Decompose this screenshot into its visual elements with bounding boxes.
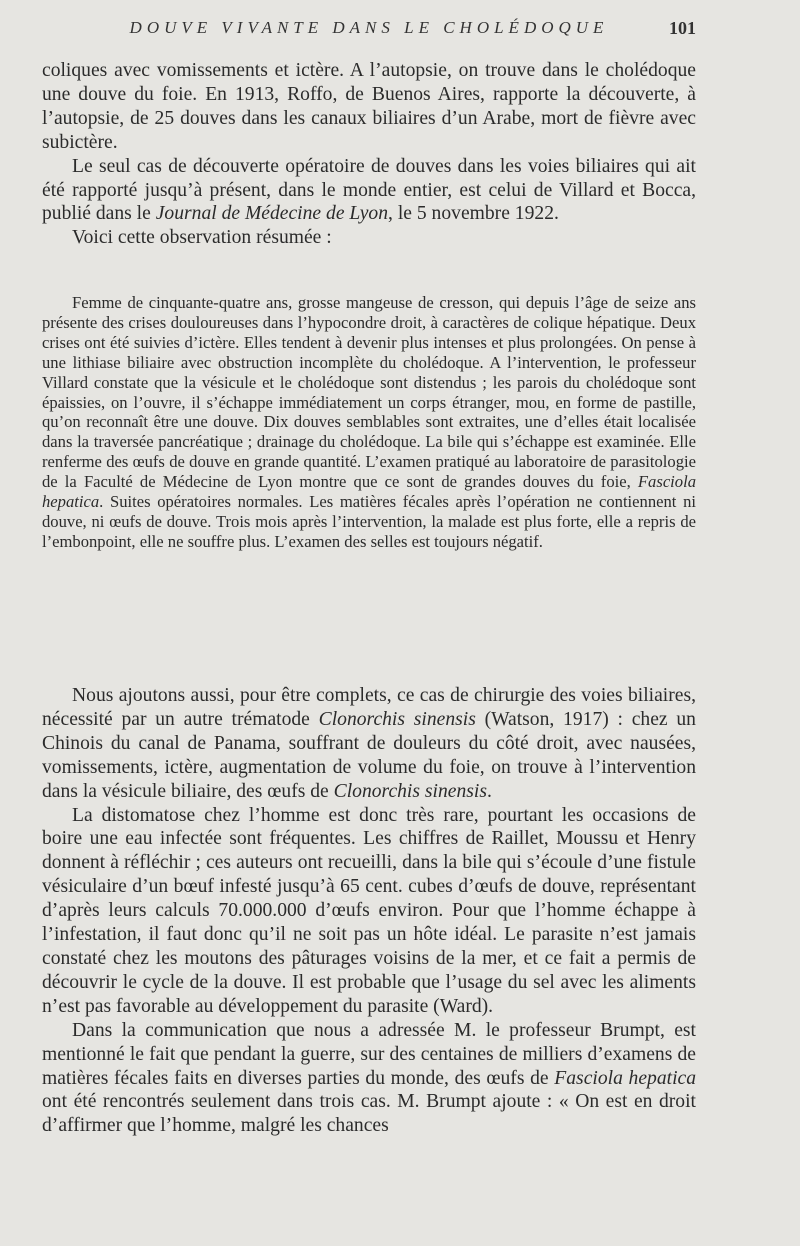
paragraph-text: , le 5 novembre 1922.: [388, 203, 559, 225]
paragraph-text: ont été rencontrés seulement dans trois cas. M. Brumpt ajoute : « On est en droit d’affirmer que l’homme, malgré les chances: [42, 1091, 696, 1137]
paragraph-operative-case: [42, 155, 696, 227]
paragraph-text: .: [486, 780, 492, 802]
journal-title: Journal de Médecine de Lyon: [155, 203, 389, 225]
page-number: 101: [669, 18, 696, 38]
observation-text: Femme de cinquante-quatre ans, grosse mangeuse de cresson, qui depuis l’âge de seize ans présente des crises douloureuses dans l’hypocondre droit, à caractères de colique hépatique. Deux crises ont été suivies d’ictère. Elles tendent à devenir plus intenses et plus prolongées. On pense à une lithiase biliaire avec obstruction incomplète du cholédoque. A l’intervention, le professeur Villard constate que la vésicule et le cholédoque sont distendus ; les parois du cholédoque sont épaissies, on l’ouvre, il s’échappe immédiatement un corps étranger, mou, en forme de pastille, qu’on reconnaît être une douve. Dix douves semblables sont extraites, une d’elles était localisée dans la traversée pancréatique ; drainage du cholédoque. La bile qui s’échappe est examinée. Elle renferme des œufs de douve en grande quantité. L’examen pratiqué au laboratoire de parasitologie de la Faculté de Médecine de Lyon montre que ce sont de grandes douves du foie,: [42, 293, 696, 492]
observation-paragraph: [42, 293, 696, 552]
paragraph-intro-observation: Voici cette observation résumée :: [72, 227, 332, 249]
paragraph-brumpt: [42, 1019, 696, 1139]
observation-block: [42, 293, 696, 552]
paragraph-text: (Watson, 1917) : chez un Chinois du canal de Panama, souffrant de douleurs du côté droit, avec nausées, vomissements, ictère, augmentation de volume du foie, on trouve à l’intervention dans la vésicule biliaire, des œufs de: [42, 708, 696, 802]
paragraph-clonorchis: [42, 684, 696, 804]
species-name: Clonorchis sinensis: [318, 708, 476, 730]
paragraph-text: Le seul cas de découverte opératoire de douves dans les voies biliaires qui ait été rapporté jusqu’à présent, dans le monde entier, est celui de Villard et Bocca, publié dans le: [42, 155, 696, 225]
running-title: DOUVE VIVANTE DANS LE CHOLÉDOQUE: [129, 18, 609, 37]
paragraph-text: Nous ajoutons aussi, pour être complets, ce cas de chirurgie des voies biliaires, nécessité par un autre trématode: [42, 685, 696, 730]
species-name: Fasciola hepatica: [554, 1067, 697, 1089]
observation-text: . Suites opératoires normales. Les matières fécales après l’opération ne contiennent ni douve, ni œufs de douve. Trois mois après l’intervention, la malade est plus forte, elle a repris de l’embonpoint, elle ne souffre plus. L’examen des selles est toujours négatif.: [42, 492, 696, 551]
species-name: Fasciola hepatica: [42, 472, 696, 512]
paragraph-distomatose: La distomatose chez l’homme est donc très rare, pourtant les occasions de boire une eau infectée sont fréquentes. Les chiffres de Raillet, Moussu et Henry donnent à réfléchir ; ces auteurs ont recueilli, dans la bile qui s’écoule d’une fistule vésiculaire d’un bœuf infesté jusqu’à 65 cent. cubes d’œufs de douve, représentant d’après leurs calculs 70.000.000 d’œufs environ. Pour que l’homme échappe à l’infestation, il faut donc qu’il ne soit pas un hôte idéal. Le parasite n’est jamais constaté chez les moutons des pâturages voisins de la mer, et ce fait a permis de découvrir le cycle de la douve. Il est probable que l’usage du sel avec les aliments n’est pas favorable au développement du parasite (Ward).: [42, 804, 696, 1017]
paragraph-autopsy: coliques avec vomissements et ictère. A l’autopsie, on trouve dans le cholédoque une douve du foie. En 1913, Roffo, de Buenos Aires, rapporte la découverte, à l’autopsie, de 25 douves dans les canaux biliaires d’un Arabe, mort de fièvre avec subictère.: [42, 60, 696, 153]
species-name: Clonorchis sinensis: [333, 780, 487, 802]
text-block-bottom: [42, 684, 696, 1138]
paragraph-text: Dans la communication que nous a adressée M. le professeur Brumpt, est mentionné le fait que pendant la guerre, sur des centaines de milliers d’examens de matières fécales faits en diverses parties du monde, des œufs de: [42, 1019, 696, 1089]
text-block-top: [42, 59, 696, 250]
running-header: [42, 18, 696, 44]
